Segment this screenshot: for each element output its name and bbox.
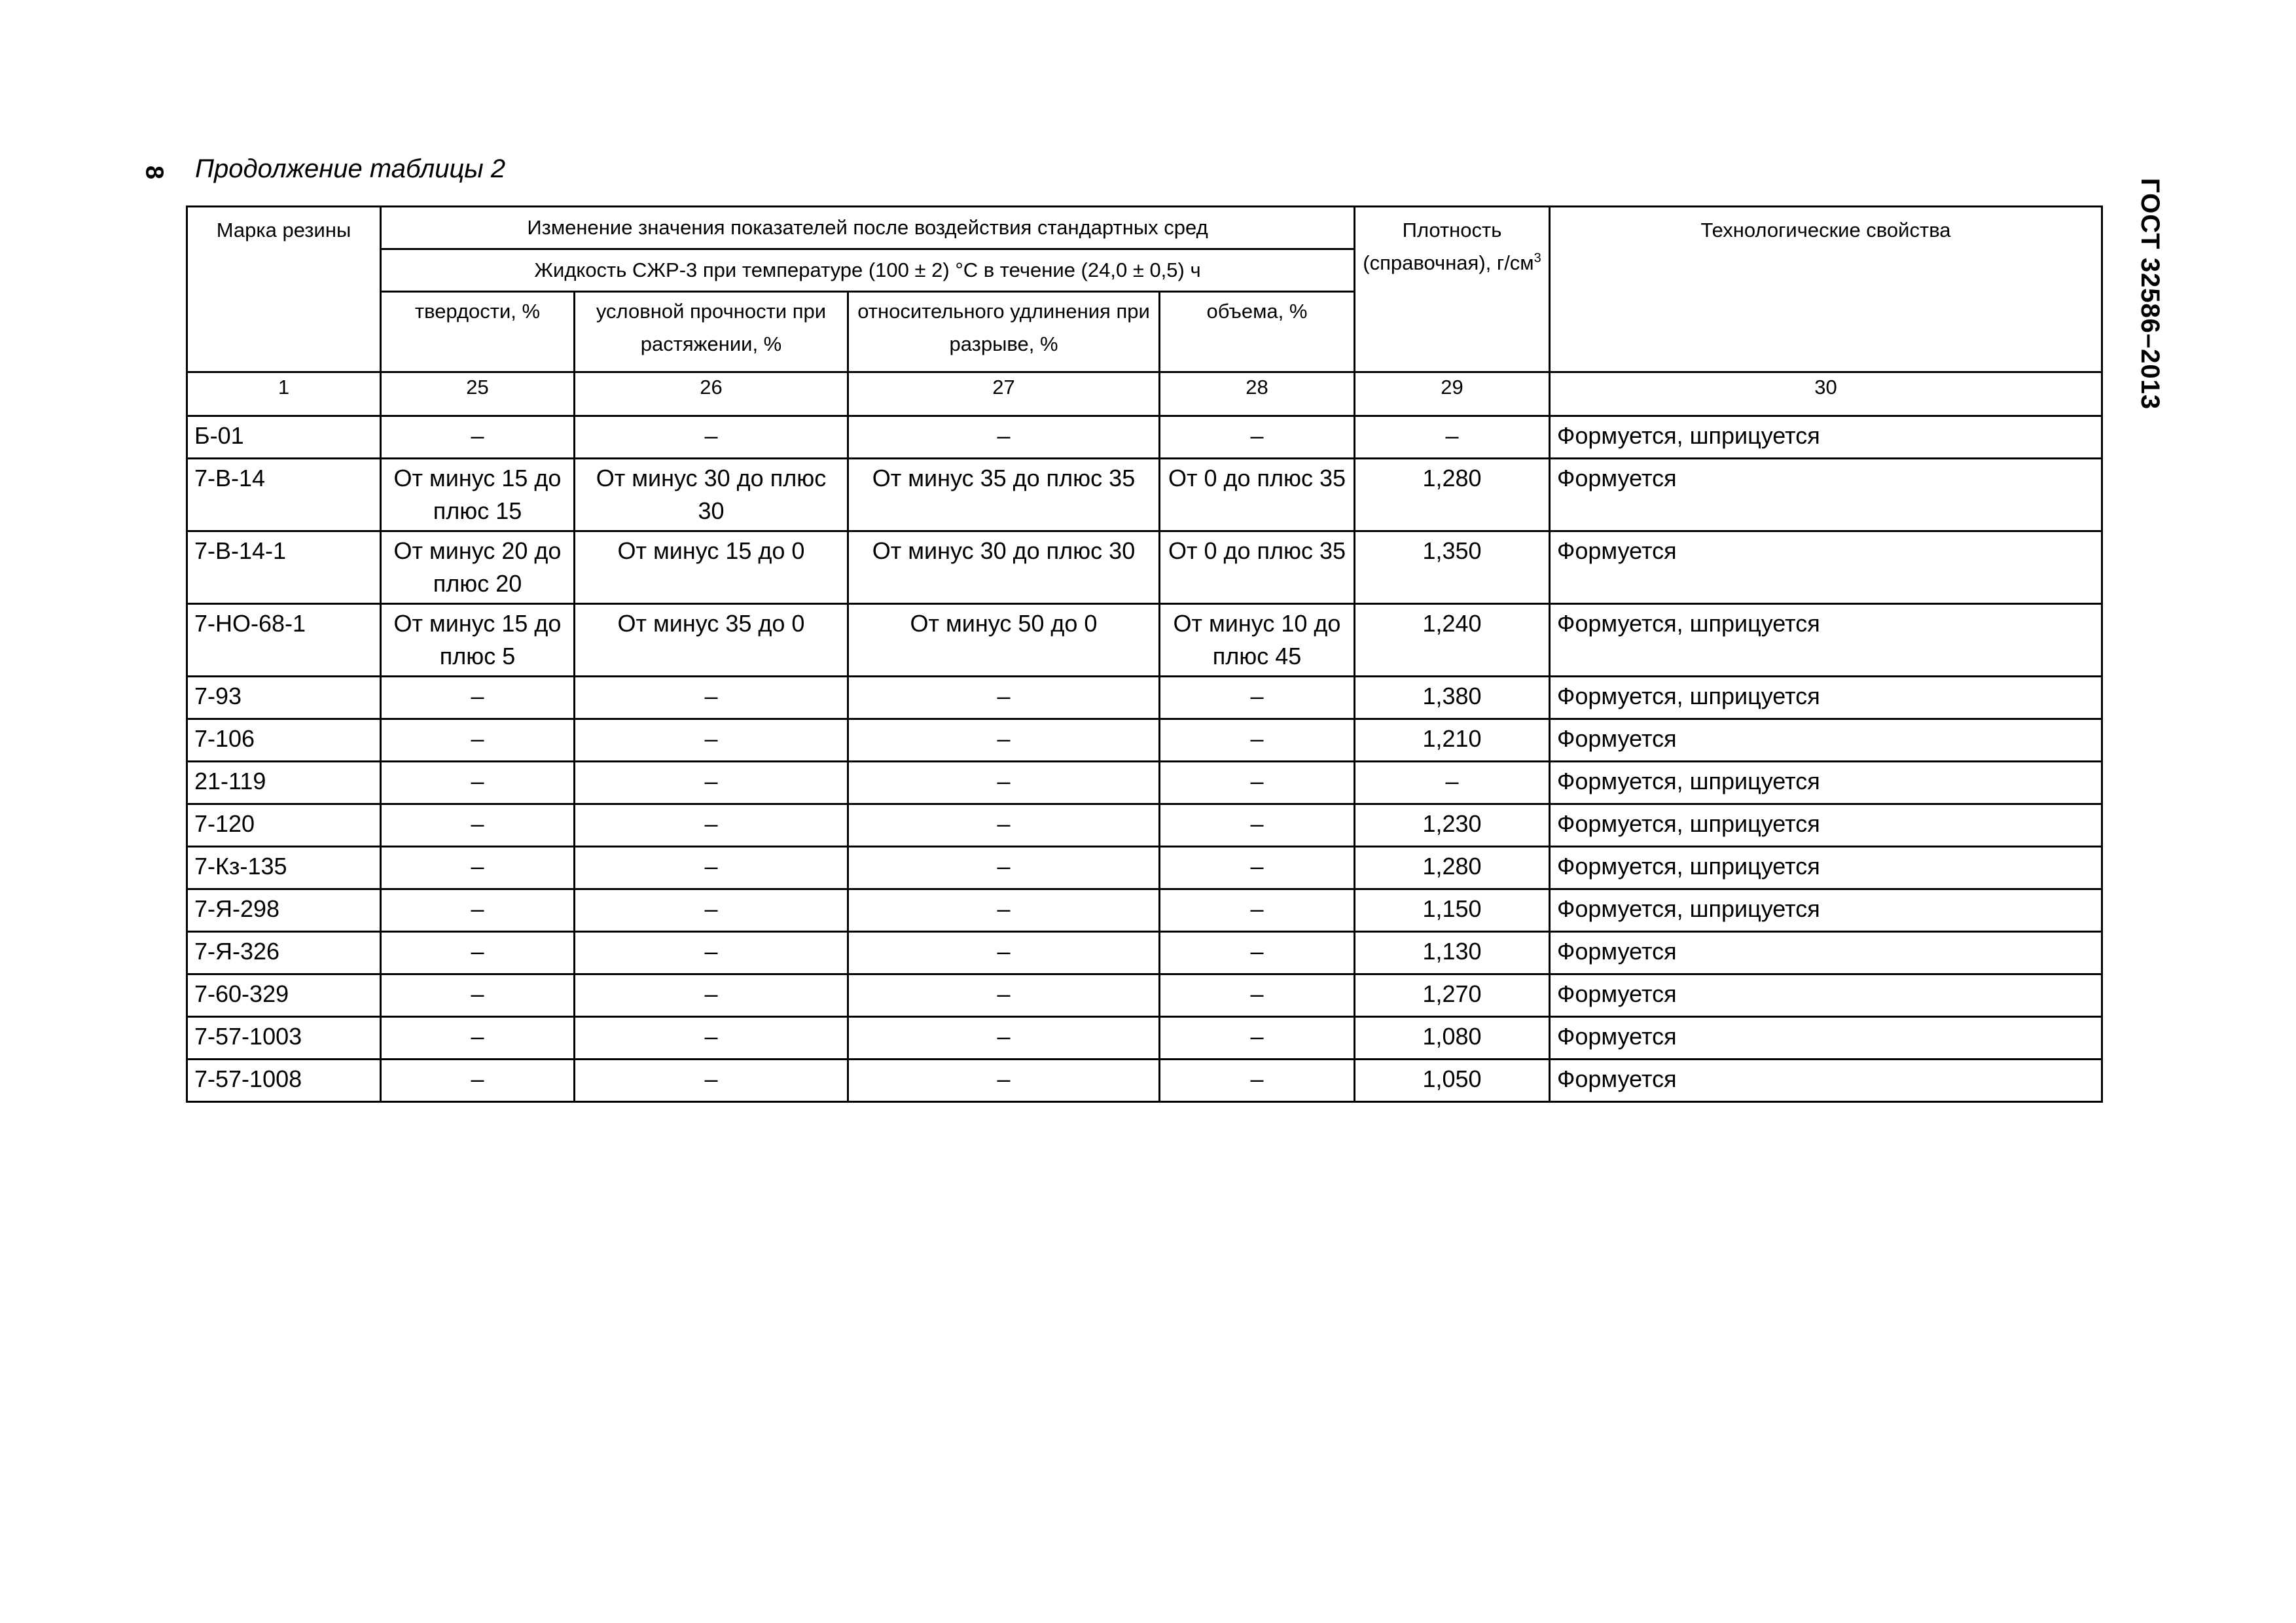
- cell-volume: –: [1160, 847, 1355, 889]
- cell-mark: 7-В-14-1: [187, 531, 381, 604]
- cell-volume: –: [1160, 762, 1355, 804]
- cell-hardness: От минус 20 до плюс 20: [381, 531, 575, 604]
- cell-density: 1,050: [1355, 1060, 1550, 1102]
- page-number: 8: [140, 165, 168, 180]
- cell-tensile: От минус 35 до 0: [575, 604, 848, 677]
- cell-hardness: От минус 15 до плюс 5: [381, 604, 575, 677]
- column-number: 30: [1550, 372, 2102, 416]
- header-mark: Марка резины: [187, 207, 381, 372]
- cell-tensile: –: [575, 847, 848, 889]
- table-row: [187, 719, 2102, 762]
- cell-tech: Формуется: [1550, 932, 2102, 974]
- cell-elongation: –: [848, 889, 1160, 932]
- cell-volume: От 0 до плюс 35: [1160, 459, 1355, 531]
- header-medium: Жидкость СЖР-3 при температуре (100 ± 2) °С в течение (24,0 ± 0,5) ч: [381, 249, 1355, 292]
- table-row: [187, 416, 2102, 459]
- cell-tensile: –: [575, 719, 848, 762]
- cell-elongation: От минус 35 до плюс 35: [848, 459, 1160, 531]
- cell-volume: –: [1160, 932, 1355, 974]
- cell-density: 1,150: [1355, 889, 1550, 932]
- cell-hardness: От минус 15 до плюс 15: [381, 459, 575, 531]
- column-number-row: [187, 372, 2102, 416]
- cell-density: 1,210: [1355, 719, 1550, 762]
- cell-elongation: –: [848, 719, 1160, 762]
- cell-mark: 7-В-14: [187, 459, 381, 531]
- cell-elongation: –: [848, 932, 1160, 974]
- cell-density: 1,280: [1355, 847, 1550, 889]
- cell-tensile: От минус 15 до 0: [575, 531, 848, 604]
- cell-mark: 7-Я-326: [187, 932, 381, 974]
- cell-mark: 7-106: [187, 719, 381, 762]
- cell-hardness: –: [381, 719, 575, 762]
- cell-tech: Формуется, шприцуется: [1550, 804, 2102, 847]
- cell-hardness: –: [381, 932, 575, 974]
- table-caption: Продолжение таблицы 2: [195, 154, 506, 183]
- table-body: [187, 416, 2102, 1102]
- cell-mark: 7-Кз-135: [187, 847, 381, 889]
- header-elongation: относительного удлинения при разрыве, %: [848, 292, 1160, 372]
- header-tech: Технологические свойства: [1550, 207, 2102, 372]
- cell-density: 1,350: [1355, 531, 1550, 604]
- table-row: [187, 1017, 2102, 1060]
- column-number: 27: [848, 372, 1160, 416]
- cell-density: 1,280: [1355, 459, 1550, 531]
- cell-mark: 7-120: [187, 804, 381, 847]
- cell-elongation: –: [848, 1017, 1160, 1060]
- cell-hardness: –: [381, 416, 575, 459]
- cell-elongation: –: [848, 416, 1160, 459]
- cell-tech: Формуется, шприцуется: [1550, 847, 2102, 889]
- standard-code: ГОСТ 32586–2013: [2136, 178, 2164, 410]
- cell-mark: 7-57-1003: [187, 1017, 381, 1060]
- cell-volume: –: [1160, 1060, 1355, 1102]
- cell-tensile: –: [575, 762, 848, 804]
- header-density-text: Плотность (справочная), г/см: [1363, 219, 1534, 274]
- header-tensile: условной прочности при растяжении, %: [575, 292, 848, 372]
- table-row: [187, 677, 2102, 719]
- cell-tensile: –: [575, 1017, 848, 1060]
- cell-tensile: –: [575, 889, 848, 932]
- cell-tech: Формуется: [1550, 531, 2102, 604]
- table-row: [187, 1060, 2102, 1102]
- cell-mark: 7-93: [187, 677, 381, 719]
- cell-volume: –: [1160, 974, 1355, 1017]
- cell-density: –: [1355, 762, 1550, 804]
- cell-density: 1,230: [1355, 804, 1550, 847]
- cell-hardness: –: [381, 762, 575, 804]
- cell-hardness: –: [381, 804, 575, 847]
- rubber-properties-table: [186, 205, 2103, 1103]
- header-density-sup: 3: [1534, 251, 1541, 266]
- cell-tech: Формуется, шприцуется: [1550, 604, 2102, 677]
- cell-mark: 21-119: [187, 762, 381, 804]
- table-row: [187, 459, 2102, 531]
- cell-hardness: –: [381, 974, 575, 1017]
- cell-elongation: –: [848, 847, 1160, 889]
- cell-tech: Формуется: [1550, 719, 2102, 762]
- table-row: [187, 974, 2102, 1017]
- table-row: [187, 531, 2102, 604]
- cell-tensile: –: [575, 932, 848, 974]
- cell-tech: Формуется: [1550, 1060, 2102, 1102]
- cell-volume: От минус 10 до плюс 45: [1160, 604, 1355, 677]
- table-row: [187, 932, 2102, 974]
- header-change: Изменение значения показателей после воздействия стандартных сред: [381, 207, 1355, 249]
- cell-tech: Формуется: [1550, 459, 2102, 531]
- cell-hardness: –: [381, 847, 575, 889]
- cell-volume: –: [1160, 416, 1355, 459]
- cell-tech: Формуется: [1550, 974, 2102, 1017]
- cell-volume: –: [1160, 677, 1355, 719]
- cell-density: 1,240: [1355, 604, 1550, 677]
- cell-volume: –: [1160, 719, 1355, 762]
- header-hardness: твердости, %: [381, 292, 575, 372]
- column-number: 29: [1355, 372, 1550, 416]
- cell-volume: От 0 до плюс 35: [1160, 531, 1355, 604]
- cell-density: 1,380: [1355, 677, 1550, 719]
- column-number: 1: [187, 372, 381, 416]
- cell-tensile: –: [575, 804, 848, 847]
- cell-volume: –: [1160, 1017, 1355, 1060]
- cell-tech: Формуется: [1550, 1017, 2102, 1060]
- cell-hardness: –: [381, 677, 575, 719]
- cell-elongation: –: [848, 677, 1160, 719]
- cell-tech: Формуется, шприцуется: [1550, 762, 2102, 804]
- cell-elongation: –: [848, 762, 1160, 804]
- cell-elongation: –: [848, 804, 1160, 847]
- table-row: [187, 604, 2102, 677]
- header-volume: объема, %: [1160, 292, 1355, 372]
- table-row: [187, 804, 2102, 847]
- cell-mark: 7-60-329: [187, 974, 381, 1017]
- cell-elongation: –: [848, 1060, 1160, 1102]
- cell-hardness: –: [381, 1060, 575, 1102]
- column-number: 26: [575, 372, 848, 416]
- cell-hardness: –: [381, 1017, 575, 1060]
- cell-density: –: [1355, 416, 1550, 459]
- cell-density: 1,130: [1355, 932, 1550, 974]
- column-number: 25: [381, 372, 575, 416]
- cell-mark: Б-01: [187, 416, 381, 459]
- cell-tensile: –: [575, 974, 848, 1017]
- table-row: [187, 847, 2102, 889]
- cell-elongation: От минус 30 до плюс 30: [848, 531, 1160, 604]
- cell-tensile: –: [575, 677, 848, 719]
- cell-mark: 7-НО-68-1: [187, 604, 381, 677]
- cell-mark: 7-Я-298: [187, 889, 381, 932]
- cell-mark: 7-57-1008: [187, 1060, 381, 1102]
- cell-volume: –: [1160, 889, 1355, 932]
- cell-elongation: –: [848, 974, 1160, 1017]
- cell-elongation: От минус 50 до 0: [848, 604, 1160, 677]
- header-row-1: [187, 207, 2102, 249]
- cell-tech: Формуется, шприцуется: [1550, 416, 2102, 459]
- cell-density: 1,270: [1355, 974, 1550, 1017]
- table-row: [187, 762, 2102, 804]
- cell-tech: Формуется, шприцуется: [1550, 889, 2102, 932]
- header-density: [1355, 207, 1550, 372]
- cell-tech: Формуется, шприцуется: [1550, 677, 2102, 719]
- cell-density: 1,080: [1355, 1017, 1550, 1060]
- table-row: [187, 889, 2102, 932]
- cell-tensile: –: [575, 1060, 848, 1102]
- cell-tensile: –: [575, 416, 848, 459]
- cell-tensile: От минус 30 до плюс 30: [575, 459, 848, 531]
- column-number: 28: [1160, 372, 1355, 416]
- cell-hardness: –: [381, 889, 575, 932]
- cell-volume: –: [1160, 804, 1355, 847]
